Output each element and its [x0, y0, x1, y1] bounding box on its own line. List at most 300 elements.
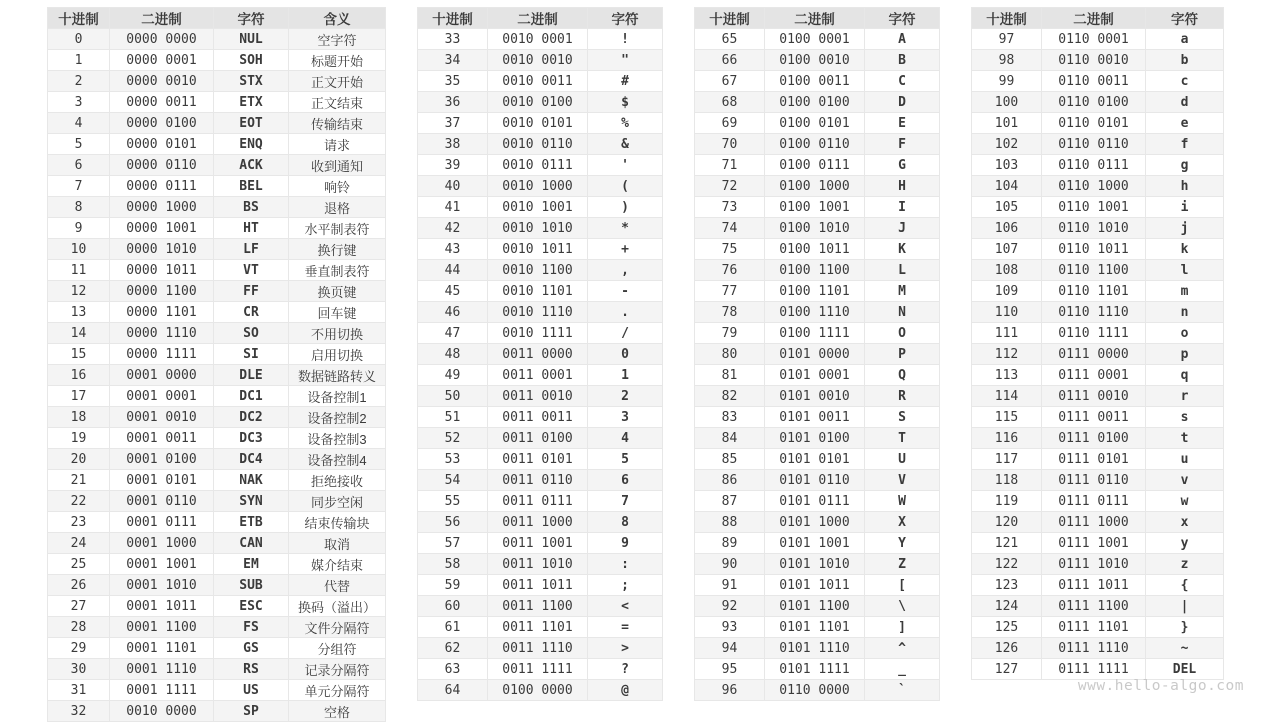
binary-cell: 0011 0101	[488, 449, 588, 470]
table-row	[695, 302, 940, 323]
char-cell: H	[865, 176, 940, 197]
decimal-cell: 104	[972, 176, 1042, 197]
decimal-cell: 33	[418, 29, 488, 50]
binary-cell: 0100 1000	[765, 176, 865, 197]
decimal-cell: 71	[695, 155, 765, 176]
table-row	[418, 218, 663, 239]
binary-cell: 0111 0000	[1042, 344, 1146, 365]
binary-cell: 0110 0011	[1042, 71, 1146, 92]
binary-cell: 0101 0011	[765, 407, 865, 428]
decimal-cell: 34	[418, 50, 488, 71]
binary-cell: 0010 1100	[488, 260, 588, 281]
table-row	[695, 386, 940, 407]
decimal-cell: 121	[972, 533, 1042, 554]
decimal-cell: 58	[418, 554, 488, 575]
table-row	[418, 659, 663, 680]
decimal-cell: 55	[418, 491, 488, 512]
binary-cell: 0110 1100	[1042, 260, 1146, 281]
table-row	[48, 701, 386, 722]
char-cell: X	[865, 512, 940, 533]
table-row	[695, 239, 940, 260]
table-row	[695, 113, 940, 134]
decimal-cell: 123	[972, 575, 1042, 596]
binary-cell: 0001 0001	[110, 386, 214, 407]
meaning-cell: 媒介结束	[289, 554, 386, 575]
char-cell: SOH	[214, 50, 289, 71]
char-cell: EOT	[214, 113, 289, 134]
char-cell: DC2	[214, 407, 289, 428]
meaning-cell: 文件分隔符	[289, 617, 386, 638]
char-cell: p	[1146, 344, 1224, 365]
decimal-cell: 127	[972, 659, 1042, 680]
table-row	[695, 596, 940, 617]
binary-cell: 0011 0111	[488, 491, 588, 512]
decimal-cell: 87	[695, 491, 765, 512]
table-row	[695, 71, 940, 92]
table-row	[695, 638, 940, 659]
char-cell: I	[865, 197, 940, 218]
decimal-cell: 28	[48, 617, 110, 638]
table-row	[695, 134, 940, 155]
table-row	[695, 470, 940, 491]
char-cell: 3	[588, 407, 663, 428]
table-row	[48, 134, 386, 155]
binary-cell: 0111 1001	[1042, 533, 1146, 554]
table-row	[48, 197, 386, 218]
decimal-cell: 46	[418, 302, 488, 323]
decimal-cell: 62	[418, 638, 488, 659]
binary-cell: 0111 1011	[1042, 575, 1146, 596]
decimal-cell: 76	[695, 260, 765, 281]
char-cell: D	[865, 92, 940, 113]
char-cell: J	[865, 218, 940, 239]
column-header: 字符	[865, 8, 940, 29]
binary-cell: 0010 1000	[488, 176, 588, 197]
decimal-cell: 56	[418, 512, 488, 533]
table-row	[972, 575, 1224, 596]
table-row	[695, 554, 940, 575]
meaning-cell: 不用切换	[289, 323, 386, 344]
char-cell: ACK	[214, 155, 289, 176]
meaning-cell: 空字符	[289, 29, 386, 50]
table-row	[972, 50, 1224, 71]
char-cell: e	[1146, 113, 1224, 134]
char-cell: $	[588, 92, 663, 113]
table-row	[48, 71, 386, 92]
table-row	[695, 260, 940, 281]
decimal-cell: 96	[695, 680, 765, 701]
char-cell: DC4	[214, 449, 289, 470]
char-cell: v	[1146, 470, 1224, 491]
decimal-cell: 23	[48, 512, 110, 533]
binary-cell: 0001 1010	[110, 575, 214, 596]
decimal-cell: 60	[418, 596, 488, 617]
char-cell: K	[865, 239, 940, 260]
binary-cell: 0100 1101	[765, 281, 865, 302]
ascii-table-lowercase	[971, 7, 1224, 680]
decimal-cell: 27	[48, 596, 110, 617]
table-row	[972, 134, 1224, 155]
char-cell: l	[1146, 260, 1224, 281]
binary-cell: 0100 0100	[765, 92, 865, 113]
table-row	[418, 470, 663, 491]
decimal-cell: 54	[418, 470, 488, 491]
meaning-cell: 换行键	[289, 239, 386, 260]
table-row	[972, 386, 1224, 407]
char-cell: a	[1146, 29, 1224, 50]
table-row	[972, 449, 1224, 470]
binary-cell: 0110 0100	[1042, 92, 1146, 113]
binary-cell: 0010 1010	[488, 218, 588, 239]
char-cell: _	[865, 659, 940, 680]
char-cell: CAN	[214, 533, 289, 554]
binary-cell: 0100 1011	[765, 239, 865, 260]
binary-cell: 0100 1111	[765, 323, 865, 344]
decimal-cell: 109	[972, 281, 1042, 302]
char-cell: V	[865, 470, 940, 491]
binary-cell: 0000 0101	[110, 134, 214, 155]
char-cell: )	[588, 197, 663, 218]
char-cell: R	[865, 386, 940, 407]
table-row	[418, 680, 663, 701]
decimal-cell: 6	[48, 155, 110, 176]
binary-cell: 0110 1101	[1042, 281, 1146, 302]
table-row	[418, 365, 663, 386]
table-row	[418, 176, 663, 197]
decimal-cell: 15	[48, 344, 110, 365]
char-cell: L	[865, 260, 940, 281]
table-row	[418, 617, 663, 638]
ascii-table-uppercase	[694, 7, 940, 701]
binary-cell: 0010 0000	[110, 701, 214, 722]
binary-cell: 0111 0101	[1042, 449, 1146, 470]
table-row	[418, 407, 663, 428]
decimal-cell: 50	[418, 386, 488, 407]
decimal-cell: 20	[48, 449, 110, 470]
table-row	[48, 407, 386, 428]
binary-cell: 0001 1001	[110, 554, 214, 575]
decimal-cell: 92	[695, 596, 765, 617]
table-row	[972, 407, 1224, 428]
char-cell: b	[1146, 50, 1224, 71]
char-cell: 2	[588, 386, 663, 407]
decimal-cell: 89	[695, 533, 765, 554]
column-header: 二进制	[110, 8, 214, 29]
column-header: 二进制	[1042, 8, 1146, 29]
binary-cell: 0000 0000	[110, 29, 214, 50]
ascii-table-control-chars	[47, 7, 386, 722]
binary-cell: 0111 1000	[1042, 512, 1146, 533]
char-cell: SO	[214, 323, 289, 344]
char-cell: }	[1146, 617, 1224, 638]
meaning-cell: 空格	[289, 701, 386, 722]
char-cell: %	[588, 113, 663, 134]
binary-cell: 0010 0110	[488, 134, 588, 155]
decimal-cell: 115	[972, 407, 1042, 428]
table-row	[418, 155, 663, 176]
char-cell: RS	[214, 659, 289, 680]
decimal-cell: 22	[48, 491, 110, 512]
binary-cell: 0011 1010	[488, 554, 588, 575]
table-row	[418, 638, 663, 659]
table-row	[48, 512, 386, 533]
decimal-cell: 122	[972, 554, 1042, 575]
binary-cell: 0110 1011	[1042, 239, 1146, 260]
decimal-cell: 70	[695, 134, 765, 155]
column-header: 十进制	[972, 8, 1042, 29]
table-row	[972, 470, 1224, 491]
table-row	[972, 638, 1224, 659]
decimal-cell: 82	[695, 386, 765, 407]
table-row	[48, 239, 386, 260]
table-row	[418, 449, 663, 470]
table-row	[48, 218, 386, 239]
decimal-cell: 18	[48, 407, 110, 428]
binary-cell: 0000 0010	[110, 71, 214, 92]
column-header: 含义	[289, 8, 386, 29]
table-row	[695, 491, 940, 512]
char-cell: u	[1146, 449, 1224, 470]
table-row	[48, 449, 386, 470]
binary-cell: 0110 1111	[1042, 323, 1146, 344]
table-row	[695, 680, 940, 701]
binary-cell: 0001 0011	[110, 428, 214, 449]
binary-cell: 0110 0111	[1042, 155, 1146, 176]
table-row	[48, 302, 386, 323]
decimal-cell: 116	[972, 428, 1042, 449]
char-cell: r	[1146, 386, 1224, 407]
binary-cell: 0111 1110	[1042, 638, 1146, 659]
table-row	[418, 134, 663, 155]
char-cell: 0	[588, 344, 663, 365]
meaning-cell: 设备控制2	[289, 407, 386, 428]
char-cell: j	[1146, 218, 1224, 239]
decimal-cell: 42	[418, 218, 488, 239]
decimal-cell: 95	[695, 659, 765, 680]
binary-cell: 0011 0001	[488, 365, 588, 386]
table-header-row	[48, 8, 386, 29]
table-row	[418, 533, 663, 554]
column-header: 十进制	[695, 8, 765, 29]
decimal-cell: 37	[418, 113, 488, 134]
decimal-cell: 41	[418, 197, 488, 218]
char-cell: <	[588, 596, 663, 617]
binary-cell: 0100 0000	[488, 680, 588, 701]
decimal-cell: 113	[972, 365, 1042, 386]
decimal-cell: 90	[695, 554, 765, 575]
decimal-cell: 78	[695, 302, 765, 323]
meaning-cell: 换页键	[289, 281, 386, 302]
char-cell: +	[588, 239, 663, 260]
char-cell: ^	[865, 638, 940, 659]
table-row	[972, 596, 1224, 617]
table-row	[695, 575, 940, 596]
binary-cell: 0111 0001	[1042, 365, 1146, 386]
decimal-cell: 8	[48, 197, 110, 218]
binary-cell: 0000 0111	[110, 176, 214, 197]
table-row	[972, 29, 1224, 50]
decimal-cell: 119	[972, 491, 1042, 512]
char-cell: ENQ	[214, 134, 289, 155]
table-row	[48, 365, 386, 386]
meaning-cell: 收到通知	[289, 155, 386, 176]
meaning-cell: 响铃	[289, 176, 386, 197]
char-cell: k	[1146, 239, 1224, 260]
binary-cell: 0011 0000	[488, 344, 588, 365]
char-cell: SP	[214, 701, 289, 722]
table-row	[695, 617, 940, 638]
table-row	[418, 281, 663, 302]
meaning-cell: 垂直制表符	[289, 260, 386, 281]
binary-cell: 0111 0100	[1042, 428, 1146, 449]
table-row	[418, 260, 663, 281]
meaning-cell: 设备控制4	[289, 449, 386, 470]
meaning-cell: 请求	[289, 134, 386, 155]
binary-cell: 0100 1110	[765, 302, 865, 323]
binary-cell: 0111 1101	[1042, 617, 1146, 638]
binary-cell: 0100 1001	[765, 197, 865, 218]
table-header-row	[972, 8, 1224, 29]
table-row	[48, 638, 386, 659]
decimal-cell: 102	[972, 134, 1042, 155]
table-row	[695, 533, 940, 554]
decimal-cell: 108	[972, 260, 1042, 281]
binary-cell: 0010 1101	[488, 281, 588, 302]
binary-cell: 0001 1011	[110, 596, 214, 617]
binary-cell: 0101 1111	[765, 659, 865, 680]
binary-cell: 0011 1011	[488, 575, 588, 596]
char-cell: B	[865, 50, 940, 71]
binary-cell: 0000 1000	[110, 197, 214, 218]
decimal-cell: 3	[48, 92, 110, 113]
table-row	[418, 302, 663, 323]
char-cell: FS	[214, 617, 289, 638]
table-row	[48, 428, 386, 449]
char-cell: N	[865, 302, 940, 323]
binary-cell: 0011 0011	[488, 407, 588, 428]
char-cell: x	[1146, 512, 1224, 533]
meaning-cell: 正文开始	[289, 71, 386, 92]
char-cell: n	[1146, 302, 1224, 323]
table-row	[695, 29, 940, 50]
decimal-cell: 26	[48, 575, 110, 596]
table-row	[972, 617, 1224, 638]
table-row	[48, 260, 386, 281]
decimal-cell: 100	[972, 92, 1042, 113]
table-row	[418, 512, 663, 533]
char-cell: ?	[588, 659, 663, 680]
char-cell: M	[865, 281, 940, 302]
binary-cell: 0100 0111	[765, 155, 865, 176]
meaning-cell: 换码（溢出）	[289, 596, 386, 617]
table-row	[695, 197, 940, 218]
binary-cell: 0011 1100	[488, 596, 588, 617]
table-row	[972, 512, 1224, 533]
binary-cell: 0111 0111	[1042, 491, 1146, 512]
binary-cell: 0000 0100	[110, 113, 214, 134]
binary-cell: 0010 1111	[488, 323, 588, 344]
decimal-cell: 59	[418, 575, 488, 596]
table-row	[695, 218, 940, 239]
char-cell: ESC	[214, 596, 289, 617]
binary-cell: 0011 1110	[488, 638, 588, 659]
binary-cell: 0011 1000	[488, 512, 588, 533]
binary-cell: 0110 1110	[1042, 302, 1146, 323]
table-row	[48, 386, 386, 407]
char-cell: c	[1146, 71, 1224, 92]
char-cell: ETX	[214, 92, 289, 113]
binary-cell: 0101 0110	[765, 470, 865, 491]
table-row	[48, 533, 386, 554]
column-header: 字符	[588, 8, 663, 29]
char-cell: f	[1146, 134, 1224, 155]
table-row	[972, 659, 1224, 680]
table-row	[418, 50, 663, 71]
char-cell: DEL	[1146, 659, 1224, 680]
char-cell: =	[588, 617, 663, 638]
decimal-cell: 126	[972, 638, 1042, 659]
binary-cell: 0011 0110	[488, 470, 588, 491]
table-row	[418, 554, 663, 575]
ascii-tables-row	[47, 7, 1224, 722]
binary-cell: 0001 1111	[110, 680, 214, 701]
watermark: www.hello-algo.com	[1077, 678, 1244, 694]
char-cell: SUB	[214, 575, 289, 596]
table-row	[972, 344, 1224, 365]
char-cell: 8	[588, 512, 663, 533]
decimal-cell: 57	[418, 533, 488, 554]
char-cell: ~	[1146, 638, 1224, 659]
char-cell: /	[588, 323, 663, 344]
table-row	[48, 617, 386, 638]
table-row	[418, 197, 663, 218]
table-row	[972, 113, 1224, 134]
meaning-cell: 设备控制1	[289, 386, 386, 407]
binary-cell: 0110 1000	[1042, 176, 1146, 197]
binary-cell: 0100 1010	[765, 218, 865, 239]
binary-cell: 0001 0000	[110, 365, 214, 386]
table-header-row	[418, 8, 663, 29]
table-row	[418, 575, 663, 596]
table-row	[972, 92, 1224, 113]
char-cell: -	[588, 281, 663, 302]
decimal-cell: 32	[48, 701, 110, 722]
char-cell: :	[588, 554, 663, 575]
decimal-cell: 30	[48, 659, 110, 680]
table-row	[972, 218, 1224, 239]
decimal-cell: 11	[48, 260, 110, 281]
decimal-cell: 68	[695, 92, 765, 113]
table-row	[418, 491, 663, 512]
table-row	[695, 176, 940, 197]
char-cell: [	[865, 575, 940, 596]
char-cell: O	[865, 323, 940, 344]
binary-cell: 0111 0011	[1042, 407, 1146, 428]
decimal-cell: 7	[48, 176, 110, 197]
char-cell: d	[1146, 92, 1224, 113]
char-cell: &	[588, 134, 663, 155]
char-cell: NAK	[214, 470, 289, 491]
column-header: 十进制	[48, 8, 110, 29]
decimal-cell: 79	[695, 323, 765, 344]
char-cell: LF	[214, 239, 289, 260]
decimal-cell: 81	[695, 365, 765, 386]
table-row	[48, 596, 386, 617]
char-cell: SYN	[214, 491, 289, 512]
char-cell: @	[588, 680, 663, 701]
decimal-cell: 93	[695, 617, 765, 638]
decimal-cell: 101	[972, 113, 1042, 134]
